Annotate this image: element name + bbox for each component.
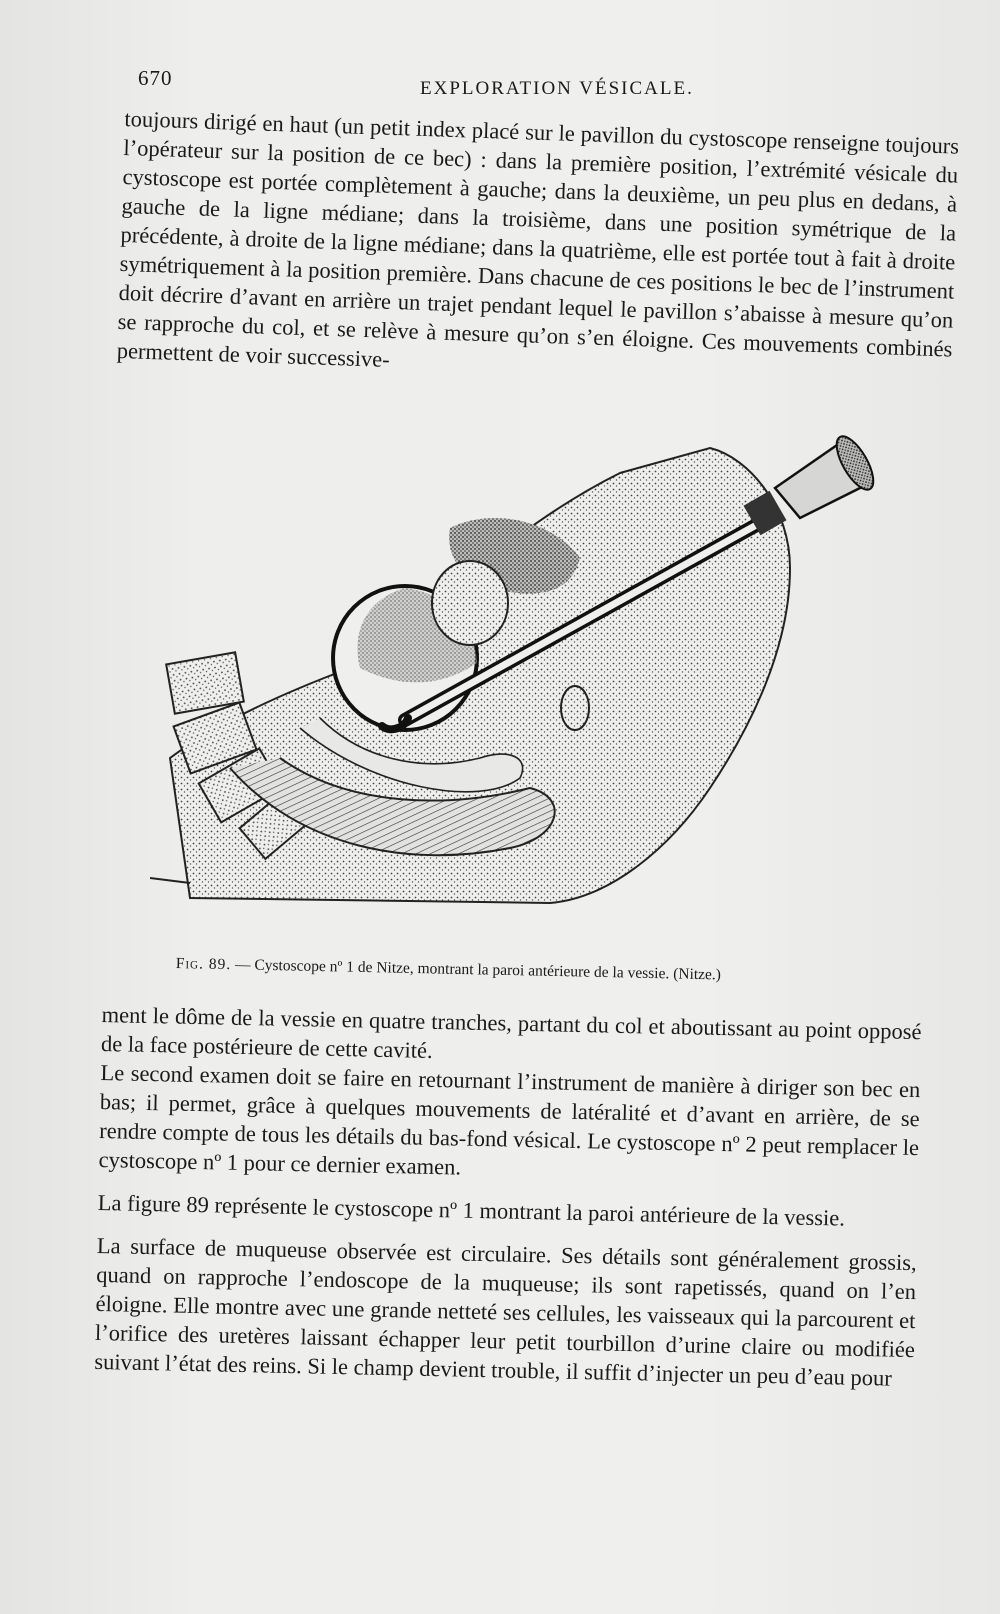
figure-caption bbox=[176, 955, 896, 988]
page-number: 670 bbox=[138, 66, 173, 90]
figure-89-illustration bbox=[150, 428, 910, 948]
running-head: EXPLORATION VÉSICALE. bbox=[420, 78, 694, 99]
paragraph: Le second examen doit se faire en retournant l’instrument de manière à diriger son bec en bas; il permet, grâce à quelques mouvements de latéralité et d’avant en arrière, de se rendre compte de tous les détails du bas-fond vésical. Le cystoscope nº 2 peut remplacer le cystoscope nº 1 pour ce dernier examen. bbox=[98, 1059, 921, 1180]
body-text-bottom bbox=[94, 1000, 922, 1393]
paragraph: toujours dirigé en haut (un petit index placé sur le pavillon du cystoscope renseigne toujours l’opérateur sur la position de ce bec) : dans la première position, l’extrémité vésicale du cystoscope est portée complètement à gauche; dans la deuxième, un peu plus en dedans, à gauche de la ligne médiane; dans la troisième, dans une position symétrique de la précédente, à droite de la ligne médiane; dans la quatrième, elle est portée tout à fait à droite symétriquement à la position première. Dans chacune de ces positions le bec de l’instrument doit décrire d’avant en arrière un trajet pendant lequel le pavillon s’abaisse à mesure qu’on se rapproche du col, et se relève à mesure qu’on s’en éloigne. Ces mouvements combinés permettent de voir successive- bbox=[116, 105, 960, 372]
page-header bbox=[138, 66, 698, 106]
body-text-top bbox=[116, 104, 959, 393]
paragraph: La surface de muqueuse observée est circulaire. Ses détails sont généralement grossis, quand on rapproche l’endoscope de la muqueuse; ils sont rapetissés, quand on l’en éloigne. Elle montre avec une grande netteté ses cellules, les vaisseaux qui la parcourent et l’orifice des uretères laissant échapper leur petit tourbillon d’urine claire ou modifiée suivant l’état des reins. Si le champ devient trouble, il suffit d’injecter un peu d’eau pour bbox=[94, 1232, 917, 1391]
paragraph: La figure 89 représente le cystoscope nº 1 montrant la paroi antérieure de la vessie. bbox=[97, 1189, 846, 1231]
paragraph: ment le dôme de la vessie en quatre tranches, partant du col et aboutissant au point opposé de la face postérieure de cette cavité. bbox=[100, 1001, 922, 1063]
figure-caption-text: — Cystoscope nº 1 de Nitze, montrant la paroi antérieure de la vessie. (Nitze.) bbox=[234, 956, 722, 984]
figure-label: Fig. 89. bbox=[175, 955, 232, 974]
